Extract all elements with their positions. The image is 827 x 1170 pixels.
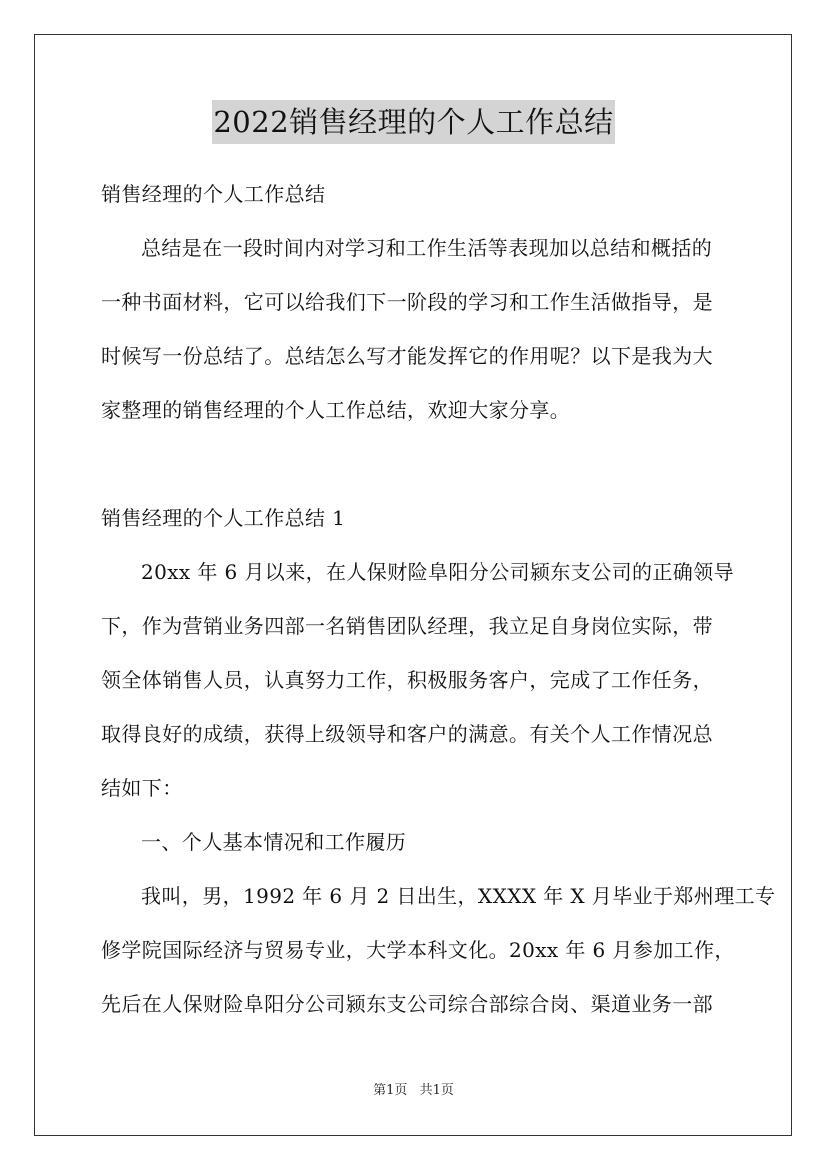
text-line: 家整理的销售经理的个人工作总结，欢迎大家分享。 bbox=[101, 398, 571, 422]
text-line: 时候写一份总结了。总结怎么写才能发挥它的作用呢？以下是我为大 bbox=[101, 344, 713, 368]
text-line: 我叫，男，1992 年 6 月 2 日出生，XXXX 年 X 月毕业于郑州理工专 bbox=[141, 884, 776, 908]
text-line: 先后在人保财险阜阳分公司颍东支公司综合部综合岗、渠道业务一部 bbox=[101, 992, 713, 1016]
text-line: 修学院国际经济与贸易专业，大学本科文化。20xx 年 6 月参加工作， bbox=[101, 938, 735, 962]
text-line: 下，作为营销业务四部一名销售团队经理，我立足自身岗位实际，带 bbox=[101, 614, 713, 638]
page-total: 共1页 bbox=[419, 1083, 454, 1098]
text-line: 结如下： bbox=[101, 776, 183, 800]
document-body bbox=[101, 167, 776, 1031]
text-line: 一、个人基本情况和工作履历 bbox=[141, 830, 407, 854]
title-container bbox=[0, 100, 827, 144]
page-number: 第1页 bbox=[373, 1083, 408, 1098]
text-line: 总结是在一段时间内对学习和工作生活等表现加以总结和概括的 bbox=[141, 236, 713, 260]
page-footer bbox=[0, 1082, 827, 1100]
text-line: 销售经理的个人工作总结 1 bbox=[101, 506, 346, 530]
text-line: 销售经理的个人工作总结 bbox=[101, 182, 326, 206]
text-line: 一种书面材料，它可以给我们下一阶段的学习和工作生活做指导，是 bbox=[101, 290, 713, 314]
blank-line bbox=[101, 437, 741, 491]
text-line: 领全体销售人员，认真努力工作，积极服务客户，完成了工作任务， bbox=[101, 668, 713, 692]
text-line: 取得良好的成绩，获得上级领导和客户的满意。有关个人工作情况总 bbox=[101, 722, 713, 746]
text-line: 20xx 年 6 月以来，在人保财险阜阳分公司颍东支公司的正确领导 bbox=[141, 560, 735, 584]
document-title: 2022销售经理的个人工作总结 bbox=[212, 100, 614, 144]
